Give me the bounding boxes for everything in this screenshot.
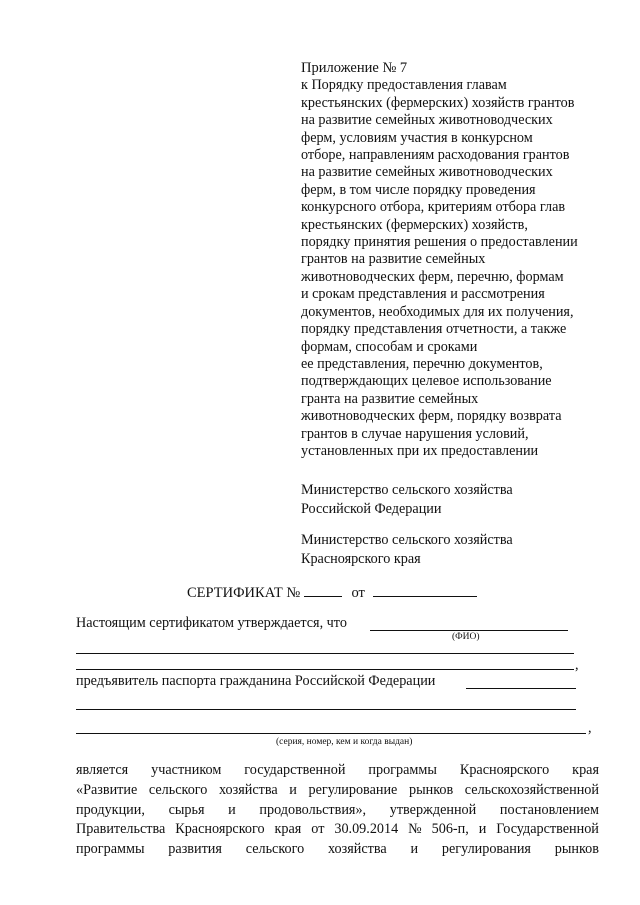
word: сельского (148, 781, 208, 798)
word: 30.09.2014 (334, 821, 399, 838)
word: регулирования (441, 841, 531, 858)
appendix-line: крестьянских (фермерских) хозяйств, (301, 216, 528, 233)
word: № (408, 821, 422, 838)
word: Красноярского (175, 821, 265, 838)
ministry-regional-line: Красноярского края (301, 551, 421, 567)
fio-hint: (ФИО) (452, 632, 480, 642)
word: рынков (408, 781, 454, 798)
appendix-line: установленных при их предоставлении (301, 442, 539, 459)
word: продукции, (76, 801, 145, 818)
fio-blank (370, 630, 568, 631)
word: и (410, 841, 419, 858)
word: Правительства (76, 821, 166, 838)
appendix-line: животноводческих ферм, перечню, формам (301, 268, 564, 285)
word: Красноярского (459, 762, 550, 778)
appendix-line: порядку принятия решения о предоставлении (301, 234, 578, 251)
word: сельскохозяйственной (464, 781, 599, 798)
word: хозяйства (218, 781, 278, 798)
word: края (274, 821, 302, 838)
fio-blank-line-3 (76, 669, 574, 670)
appendix-text (301, 77, 611, 460)
word: и (289, 781, 297, 798)
word: утвержденной (389, 801, 477, 818)
word: постановлением (499, 801, 599, 818)
passport-hint: (серия, номер, кем и когда выдан) (276, 737, 413, 747)
paragraph-line (76, 801, 599, 821)
word: рынков (554, 841, 599, 858)
certificate-number-blank (304, 582, 342, 597)
appendix-line: крестьянских (фермерских) хозяйств грантов (301, 94, 575, 111)
appendix-block (301, 60, 611, 460)
appendix-line: к Порядку предоставления главам (301, 77, 507, 94)
appendix-line: подтверждающих целевое использование (301, 373, 552, 390)
word: и (478, 821, 487, 838)
word: государственной (244, 762, 346, 778)
word: сырья (168, 801, 205, 818)
word: «Развитие (76, 781, 138, 798)
fio-blank-line-2 (76, 653, 574, 654)
word: хозяйства (327, 841, 387, 858)
certificate-date-label: от (351, 585, 365, 601)
passport-blank-line-2 (76, 709, 576, 710)
appendix-line: документов, необходимых для их получения, (301, 303, 574, 320)
word: края (572, 762, 599, 778)
paragraph-line (76, 781, 599, 801)
appendix-line: на развитие семейных животноводческих (301, 164, 553, 181)
word: регулирование (308, 781, 398, 798)
word: развития (168, 841, 222, 858)
ministry-federal-line: Российской Федерации (301, 501, 442, 517)
certificate-heading (187, 582, 477, 602)
word: 506-п, (431, 821, 469, 838)
appendix-line: конкурсного отбора, критериям отбора глав (301, 199, 566, 216)
appendix-line: порядку представления отчетности, а также (301, 321, 567, 338)
ministry-federal-line: Министерство сельского хозяйства (301, 482, 513, 498)
word: участником (151, 762, 222, 778)
appendix-line: грантов в случае нарушения условий, (301, 425, 529, 442)
ministry-regional-line: Министерство сельского хозяйства (301, 532, 513, 548)
passport-blank (466, 688, 576, 689)
appendix-line: грантов на развитие семейных (301, 251, 486, 268)
appendix-title: Приложение № 7 (301, 60, 408, 76)
certificate-date-blank (373, 582, 477, 597)
paragraph-line (76, 820, 599, 840)
word: и (228, 801, 236, 818)
paragraph-line (76, 761, 599, 781)
appendix-line: на развитие семейных животноводческих (301, 112, 553, 129)
comma-mark: , (575, 657, 579, 673)
word: от (311, 821, 325, 838)
ministry-federal (301, 481, 621, 519)
word: сельского (245, 841, 305, 858)
appendix-line: формам, способам и сроками (301, 338, 478, 355)
passport-blank-line-3 (76, 733, 586, 734)
certify-text: Настоящим сертификатом утверждается, что (76, 615, 347, 631)
appendix-line: отборе, направлениям расходования грантов (301, 147, 570, 164)
body-paragraph (76, 761, 599, 860)
word: продовольствия», (259, 801, 367, 818)
word: является (76, 762, 129, 778)
appendix-line: животноводческих ферм, порядку возврата (301, 408, 562, 425)
appendix-line: ее представления, перечню документов, (301, 355, 543, 372)
appendix-line: ферм, в том числе порядку проведения (301, 181, 536, 198)
paragraph-line (76, 840, 599, 860)
passport-text: предъявитель паспорта гражданина Российской Федерации (76, 673, 436, 689)
appendix-line: и срокам представления и рассмотрения (301, 286, 545, 303)
ministry-regional (301, 531, 621, 569)
appendix-line: гранта на развитие семейных (301, 390, 479, 407)
word: программы (76, 841, 145, 858)
appendix-line: ферм, условиям участия в конкурсном (301, 129, 533, 146)
certificate-label: СЕРТИФИКАТ № (187, 585, 301, 601)
word: программы (368, 762, 437, 778)
word: Государственной (496, 821, 599, 838)
comma-mark: , (588, 720, 592, 736)
